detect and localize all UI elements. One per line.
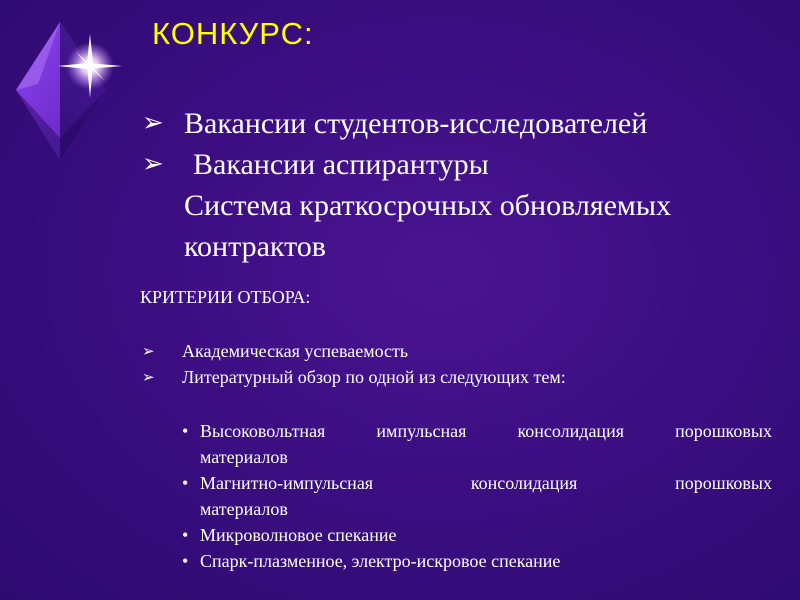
section-list	[140, 103, 780, 267]
criteria-list	[140, 338, 780, 390]
list-item	[140, 338, 780, 364]
topics-list	[180, 418, 772, 574]
arrow-bullet-icon: ➢	[142, 342, 155, 360]
bullet-dot-icon: •	[182, 551, 189, 571]
arrow-bullet-icon: ➢	[142, 368, 155, 386]
topic-label: Микроволновое спекание	[200, 525, 397, 545]
slide-title: КОНКУРС:	[152, 16, 314, 51]
bullet-dot-icon: •	[182, 473, 189, 493]
note-line: Система краткосрочных обновляемых	[184, 189, 672, 222]
topic-label-continuation: материалов	[200, 447, 288, 467]
bullet-dot-icon: •	[182, 525, 189, 545]
topic-label: Высоковольтная импульсная консолидация порошковых	[200, 421, 772, 441]
diamond-sparkle-icon	[14, 20, 134, 170]
section-item-label: Вакансии студентов-исследователей	[184, 107, 648, 140]
list-item	[140, 144, 780, 185]
topic-label: Магнитно-импульсная консолидация порошковых	[200, 473, 772, 493]
topic-label: Спарк-плазменное, электро-искровое спекание	[200, 551, 561, 571]
list-item	[180, 548, 772, 574]
list-item	[180, 470, 772, 522]
list-item	[180, 522, 772, 548]
arrow-bullet-icon: ➢	[142, 108, 164, 138]
list-item	[140, 364, 780, 390]
bullet-dot-icon: •	[182, 421, 189, 441]
note-line: контрактов	[184, 230, 326, 263]
topic-label-continuation: материалов	[200, 499, 288, 519]
criteria-heading: КРИТЕРИИ ОТБОРА:	[140, 287, 311, 307]
list-item	[140, 103, 780, 144]
criteria-item-label: Академическая успеваемость	[182, 341, 409, 361]
note-item	[140, 185, 780, 267]
list-item	[180, 418, 772, 470]
arrow-bullet-icon: ➢	[142, 149, 164, 179]
section-item-label: Вакансии аспирантуры	[193, 148, 489, 181]
criteria-item-label: Литературный обзор по одной из следующих тем:	[182, 367, 566, 387]
